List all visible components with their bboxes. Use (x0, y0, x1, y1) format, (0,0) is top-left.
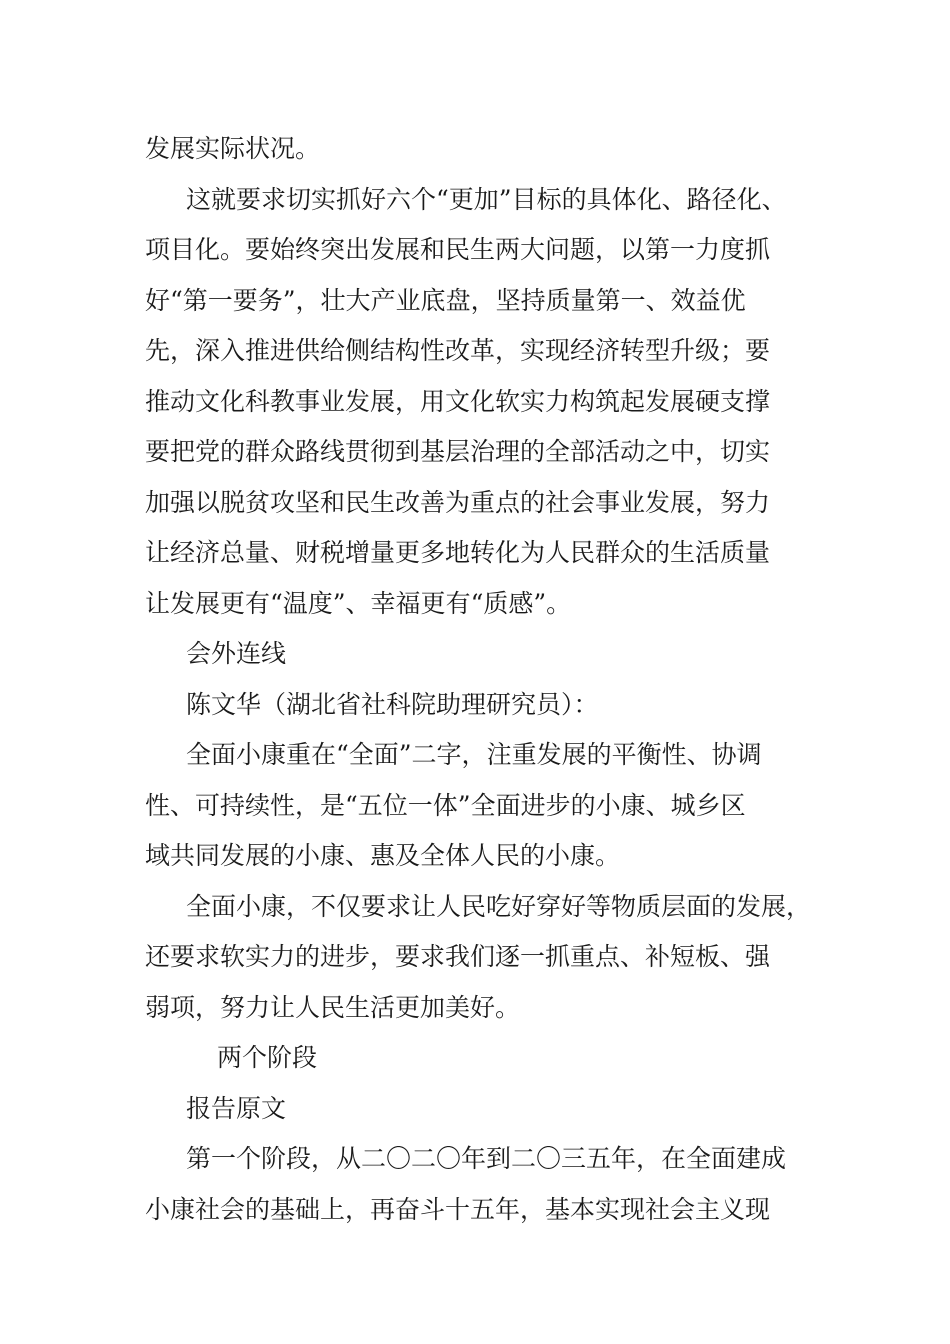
section-heading: 报告原文 (186, 1093, 287, 1123)
text-line: 小康社会的基础上，再奋斗十五年，基本实现社会主义现 (145, 1194, 771, 1224)
text-line: 加强以脱贫攻坚和民生改善为重点的社会事业发展，努力 (145, 487, 771, 517)
text-line: 发展实际状况。 (145, 134, 321, 163)
section-heading: 两个阶段 (217, 1043, 318, 1072)
text-line: 项目化。要始终突出发展和民生两大问题，以第一力度抓 (145, 235, 771, 264)
text-line: 要把党的群众路线贯彻到基层治理的全部活动之中，切实 (145, 437, 771, 466)
text-line: 域共同发展的小康、惠及全体人民的小康。 (145, 841, 621, 870)
text-line: 还要求软实力的进步，要求我们逐一抓重点、补短板、强 (145, 942, 771, 971)
paragraph-start: 全面小康重在“全面”二字，注重发展的平衡性、协调 (186, 740, 762, 769)
paragraph-start: 第一个阶段，从二〇二〇年到二〇三五年，在全面建成 (186, 1144, 787, 1173)
paragraph-start: 这就要求切实抓好六个“更加”目标的具体化、路径化、 (186, 184, 787, 214)
text-line: 先，深入推进供给侧结构性改革，实现经济转型升级；要 (145, 336, 771, 365)
paragraph-start: 全面小康，不仅要求让人民吃好穿好等物质层面的发展， (186, 891, 812, 921)
text-line: 好“第一要务”，壮大产业底盘，坚持质量第一、效益优 (145, 285, 746, 315)
text-line: 推动文化科教事业发展，用文化软实力构筑起发展硬支撑 (145, 386, 771, 416)
section-heading: 会外连线 (186, 639, 287, 668)
document-body (145, 124, 825, 1235)
speaker-line: 陈文华（湖北省社科院助理研究员）： (186, 689, 599, 719)
text-line: 弱项，努力让人民生活更加美好。 (145, 992, 521, 1022)
text-line: 让经济总量、财税增量更多地转化为人民群众的生活质量 (145, 538, 771, 567)
text-line: 性、可持续性，是“五位一体”全面进步的小康、城乡区 (145, 790, 746, 820)
text-line: 让发展更有“温度”、幸福更有“质感”。 (145, 588, 572, 618)
